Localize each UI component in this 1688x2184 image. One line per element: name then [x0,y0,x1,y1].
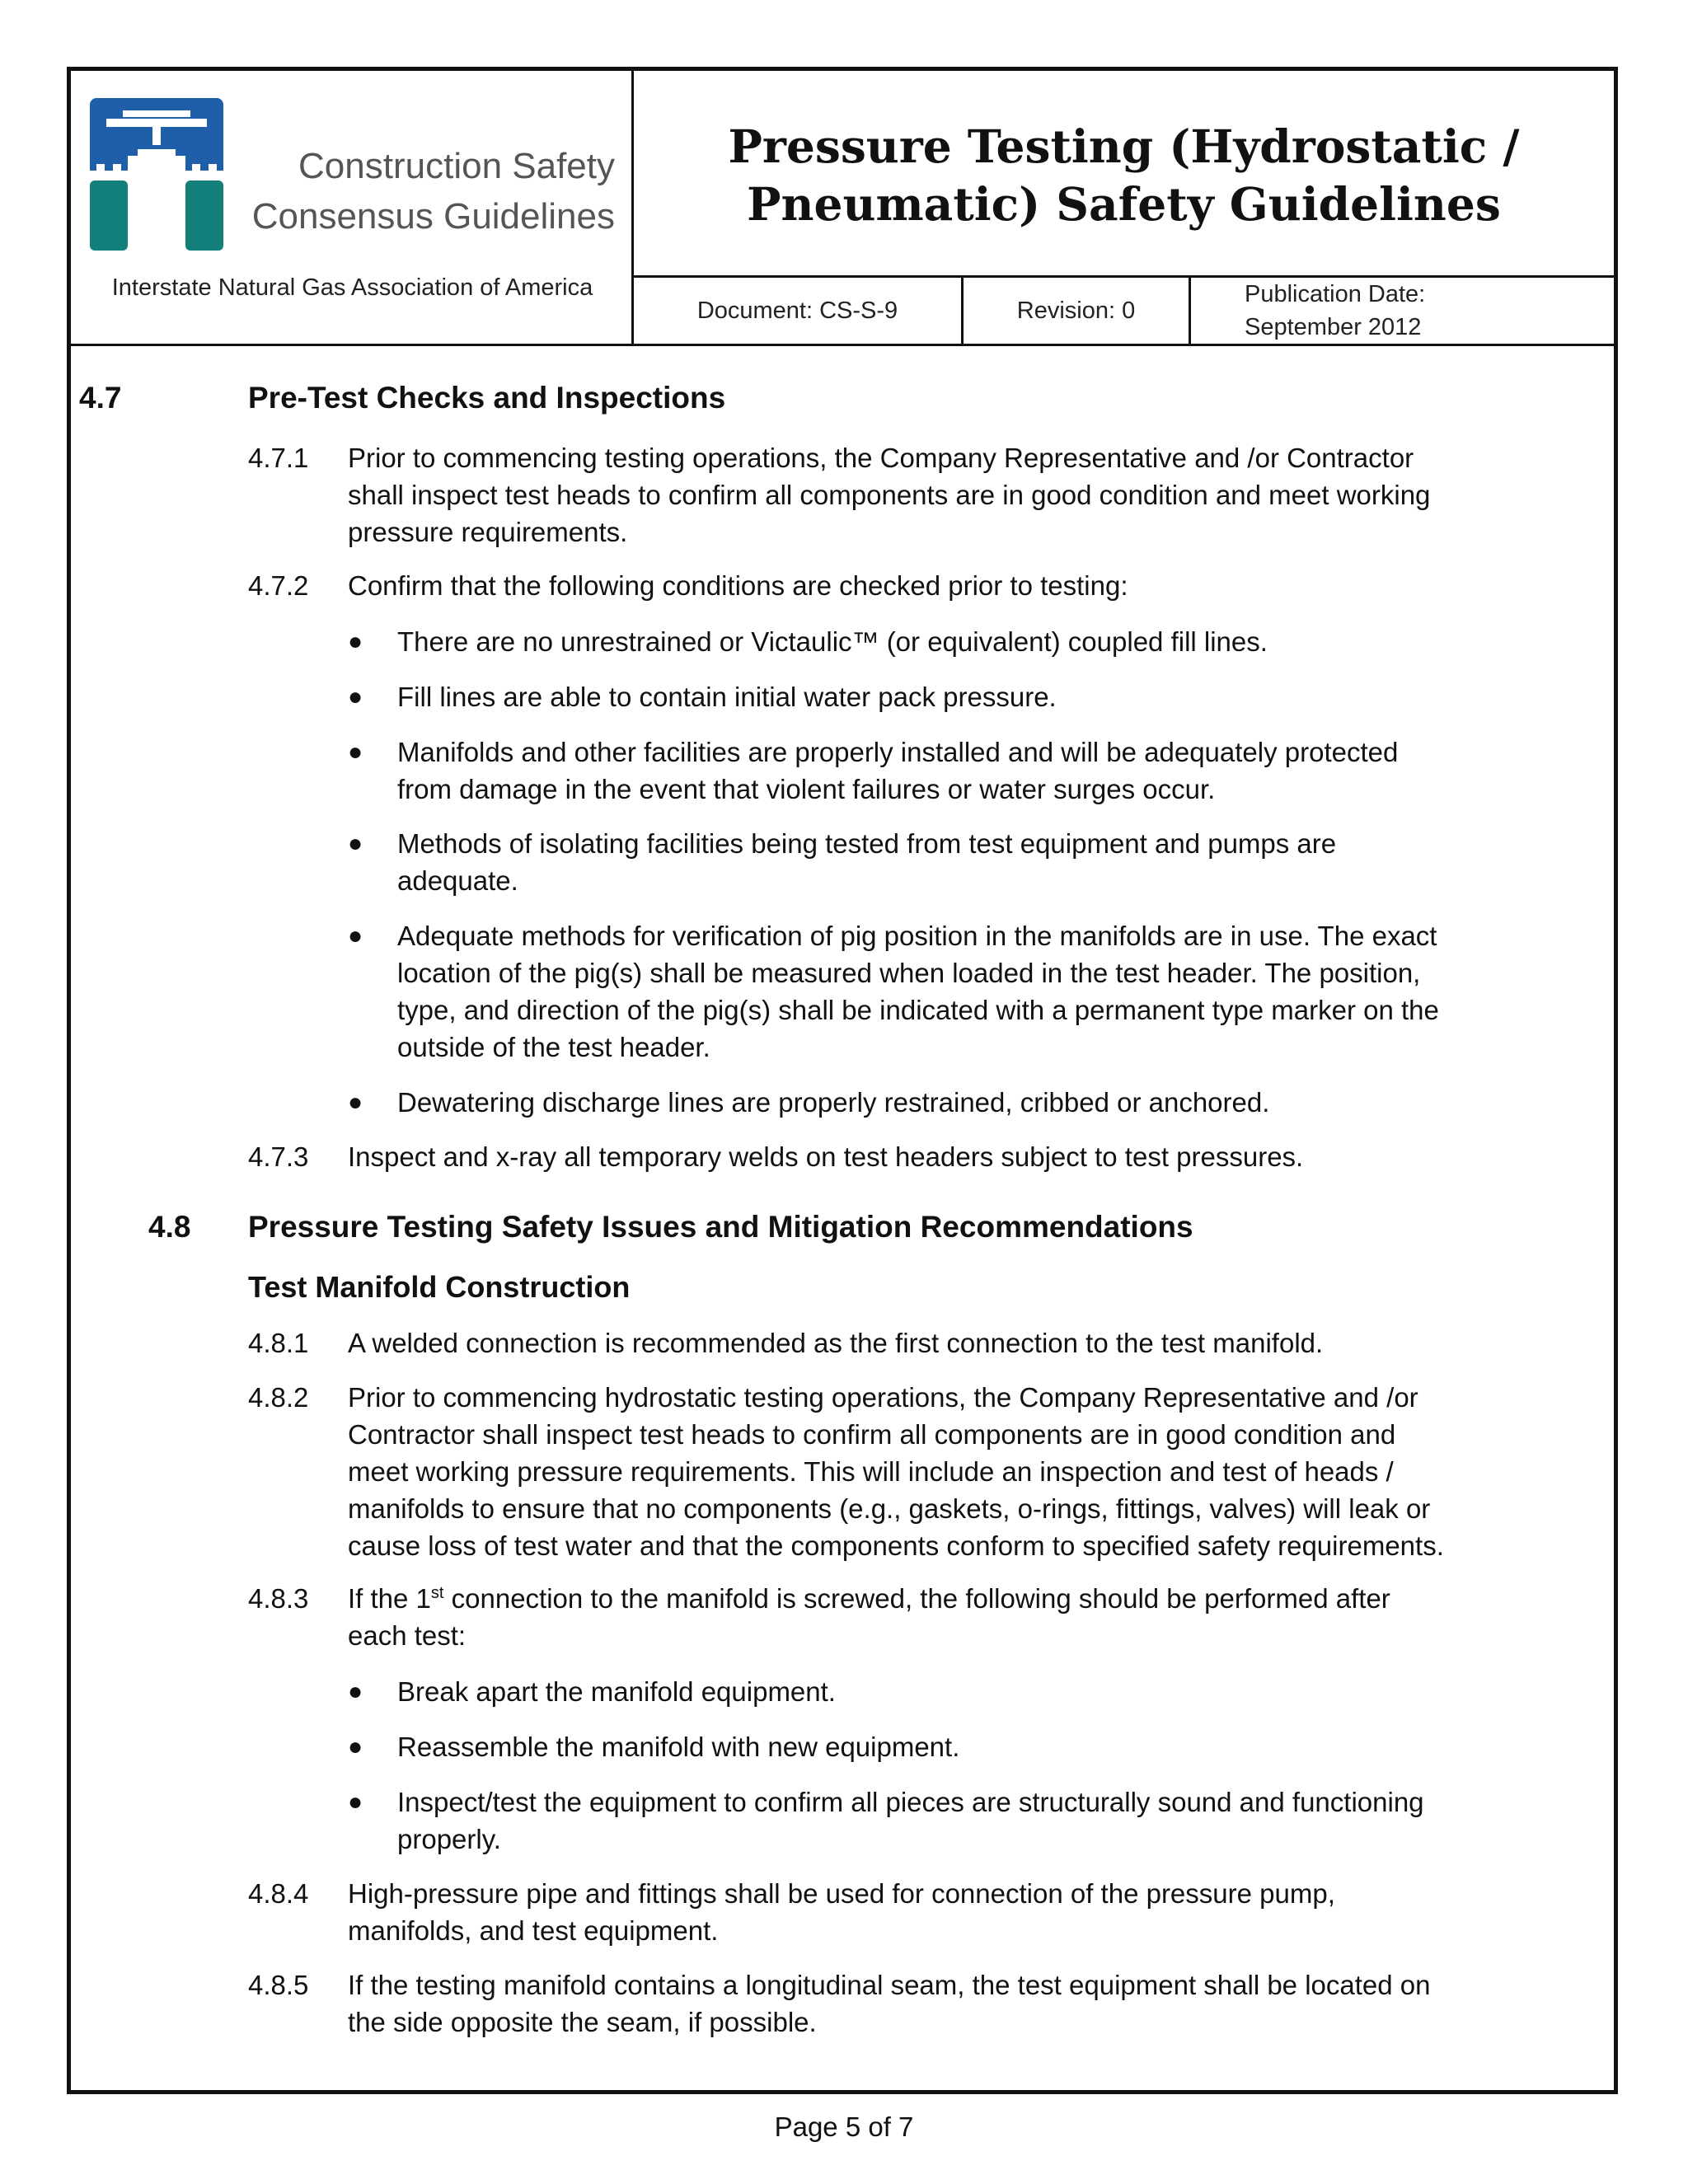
item-number: 4.8.2 [248,1382,309,1413]
bullet-icon: ● [348,683,363,710]
org-name [227,141,615,241]
header-right-block [634,71,1614,346]
incaa-logo-icon [90,98,223,251]
section-number: 4.7 [79,381,122,415]
bullet-icon: ● [348,1089,363,1116]
bullet-icon: ● [348,922,363,949]
title-box [634,71,1614,278]
bullet-icon: ● [348,1678,363,1705]
item-text: Prior to commencing testing operations, the Company Representative and /or Contractor shall inspect test heads to confirm all components are in good condition and meet working pressure requirements. [348,443,1431,547]
meta-row [634,278,1614,344]
section-number: 4.8 [148,1210,191,1244]
item-text: Confirm that the following conditions are checked prior to testing: [348,570,1128,601]
title-line-2: Pneumatic) Safety Guidelines [747,177,1501,231]
revision: Revision: 0 [964,278,1191,344]
page-number: Page 5 of 7 [774,2111,914,2142]
item-number: 4.8.1 [248,1328,309,1358]
title-line-1: Pressure Testing (Hydrostatic / [728,120,1520,173]
bullet-icon: ● [348,738,363,766]
subsection-heading: Test Manifold Construction [248,1270,631,1304]
bullet-icon: ● [348,1788,363,1816]
bullet-icon: ● [348,1733,363,1760]
item-number: 4.7.3 [248,1141,309,1172]
org-line-2: Consensus Guidelines [251,196,615,237]
item-number: 4.7.1 [248,443,309,473]
bullet-icon: ● [348,628,363,655]
document-title [729,113,1520,233]
association-name: Interstate Natural Gas Association of America [111,274,593,301]
item-number: 4.7.2 [248,570,309,601]
header-left-block [71,71,634,346]
section-title: Pre-Test Checks and Inspections [248,381,726,415]
publication-date-label: Publication Date: [1245,281,1426,307]
section-title: Pressure Testing Safety Issues and Mitigation Recommendations [248,1210,1193,1244]
item-number: 4.8.3 [248,1583,309,1614]
item-number: 4.8.4 [248,1878,309,1909]
item-text: Inspect and x-ray all temporary welds on test headers subject to test pressures. [348,1141,1304,1172]
item-number: 4.8.5 [248,1970,309,2000]
bullet-icon: ● [348,830,363,857]
org-line-1: Construction Safety [298,146,615,186]
document-id: Document: CS-S-9 [634,278,964,344]
publication-date-value: September 2012 [1245,314,1422,340]
publication-date [1191,278,1614,344]
